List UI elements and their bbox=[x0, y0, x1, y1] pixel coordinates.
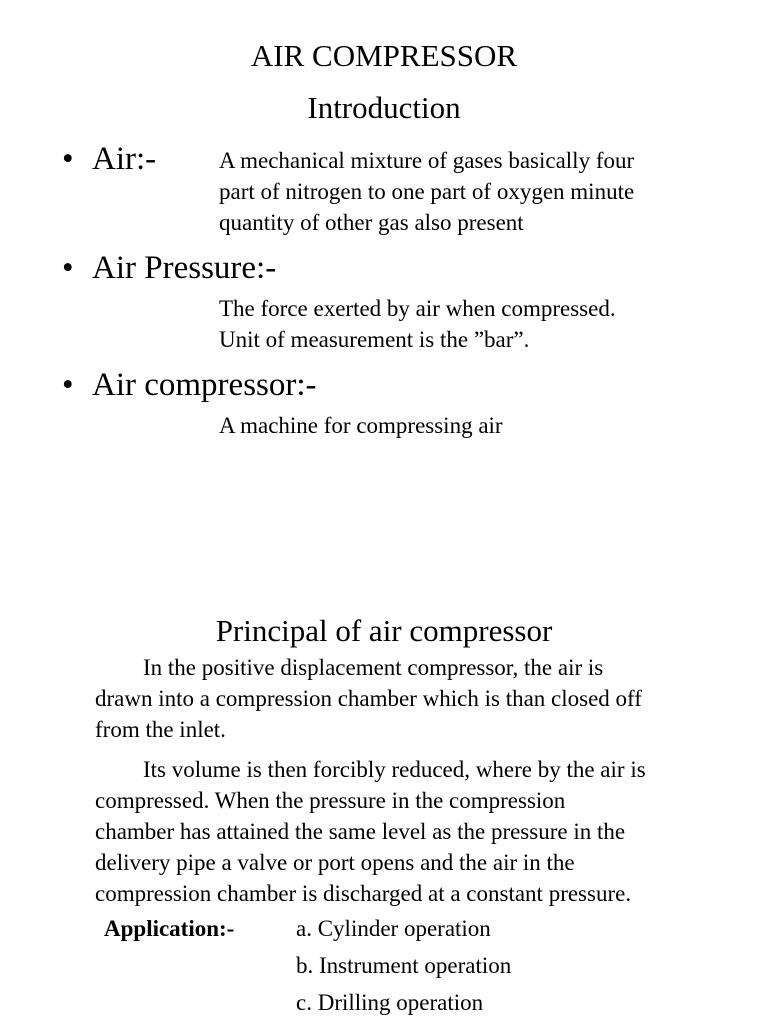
application-label: Application:- bbox=[104, 916, 235, 941]
application-item: c. Drilling operation bbox=[296, 990, 484, 1015]
paragraph-line: compressed. When the pressure in the compression bbox=[95, 788, 566, 813]
paragraph-line: chamber has attained the same level as the pressure in the bbox=[95, 819, 626, 844]
page-title: AIR COMPRESSOR bbox=[250, 38, 518, 73]
application-item: a. Cylinder operation bbox=[296, 916, 491, 941]
term-label: Air Pressure:- bbox=[92, 250, 277, 286]
bullet-term-air-pressure bbox=[62, 248, 276, 288]
definition-line: A mechanical mixture of gases basically four bbox=[219, 148, 635, 173]
definition-line: part of nitrogen to one part of oxygen minute bbox=[219, 179, 635, 204]
paragraph-line: drawn into a compression chamber which is than closed off bbox=[95, 686, 642, 711]
bullet-term-air-compressor bbox=[62, 365, 317, 405]
section-heading-principle: Principal of air compressor bbox=[215, 613, 553, 648]
section-heading-introduction: Introduction bbox=[307, 90, 461, 125]
paragraph-line: In the positive displacement compressor, the air is bbox=[143, 655, 604, 680]
bullet-dot-icon: • bbox=[62, 250, 74, 286]
application-item: b. Instrument operation bbox=[296, 953, 512, 978]
term-label: Air compressor:- bbox=[92, 367, 317, 403]
definition-line: Unit of measurement is the ”bar”. bbox=[219, 327, 530, 352]
paragraph-line: delivery pipe a valve or port opens and the air in the bbox=[95, 850, 575, 875]
definition-line: quantity of other gas also present bbox=[219, 210, 524, 235]
term-label: Air:- bbox=[92, 141, 157, 177]
bullet-dot-icon: • bbox=[62, 367, 74, 403]
principle-paragraph-2 bbox=[95, 754, 715, 909]
bullet-term-air bbox=[62, 139, 156, 179]
principle-paragraph-1 bbox=[95, 652, 715, 745]
paragraph-line: from the inlet. bbox=[95, 717, 226, 742]
definition-line: The force exerted by air when compressed. bbox=[219, 296, 616, 321]
definition-line: A machine for compressing air bbox=[219, 413, 503, 438]
paragraph-line: compression chamber is discharged at a constant pressure. bbox=[95, 881, 632, 906]
bullet-dot-icon: • bbox=[62, 141, 74, 177]
paragraph-line: Its volume is then forcibly reduced, where by the air is bbox=[143, 757, 646, 782]
